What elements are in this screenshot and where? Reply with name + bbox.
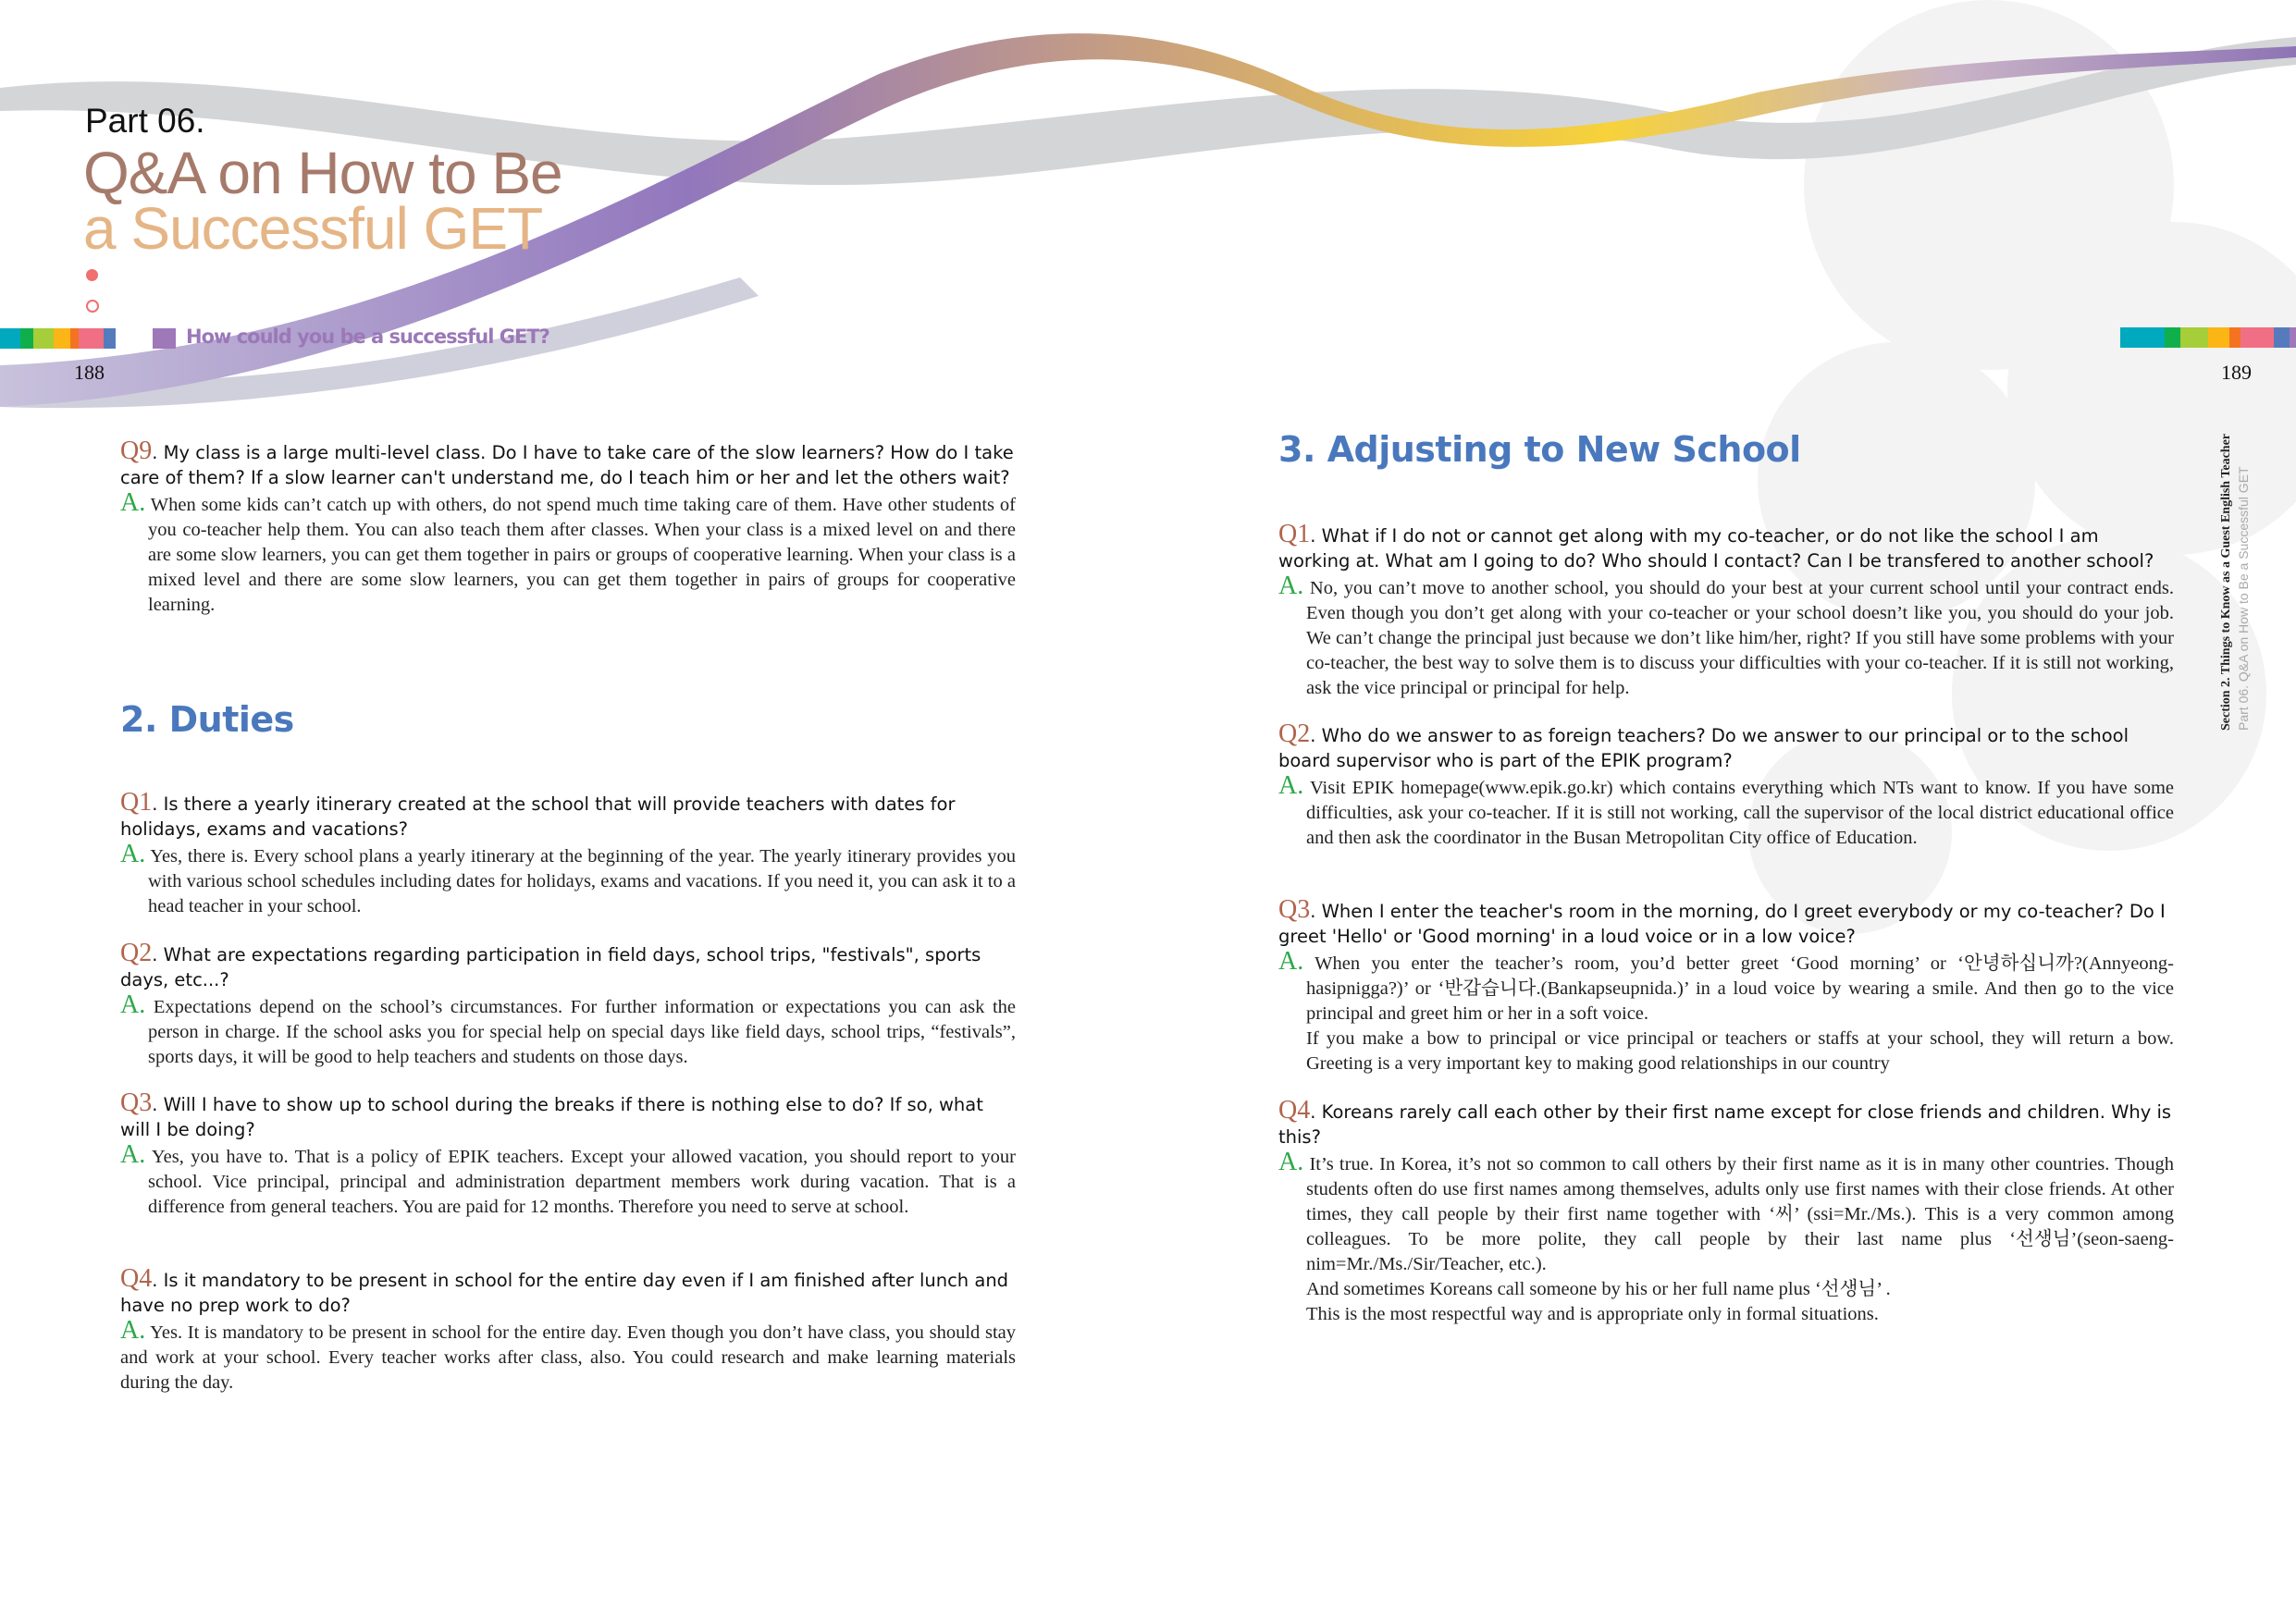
- question-text: . When I enter the teacher's room in the morning, do I greet everybody or my co-teacher? Do I greet 'Hello' or 'Good morning' in a loud voice or in a low voice?: [1278, 901, 2166, 947]
- answer-label: A.: [120, 488, 146, 517]
- qa-item: [1278, 721, 2174, 851]
- question-text: . Who do we answer to as foreign teachers? Do we answer to our principal or to the school board supervisor who is part of the EPIK program?: [1278, 725, 2129, 771]
- answer-label: A.: [120, 1140, 146, 1169]
- qa-item: [120, 1266, 1016, 1396]
- answer-label: A.: [120, 990, 146, 1019]
- question-text: . Is it mandatory to be present in school for the entire day even if I am finished after lunch and have no prep work to do?: [120, 1270, 1009, 1316]
- question-label: Q2: [120, 939, 153, 967]
- question-label: Q3: [120, 1088, 153, 1117]
- question-label: Q1: [1278, 520, 1311, 548]
- answer-text-extra: And sometimes Koreans call someone by his or her full name plus ‘선생님’ .: [1306, 1279, 1891, 1299]
- question-text: . Koreans rarely call each other by their first name except for close friends and children. Why is this?: [1278, 1101, 2172, 1148]
- color-bar-right: [2120, 327, 2296, 348]
- side-running-header: [2218, 434, 2252, 731]
- page-number-left: 188: [74, 361, 105, 384]
- qa-item: [120, 790, 1016, 919]
- section-title-duties: 2. Duties: [120, 699, 294, 740]
- question-label: Q3: [1278, 895, 1311, 924]
- section-title-adjusting: 3. Adjusting to New School: [1278, 429, 1801, 470]
- answer-text: Yes. It is mandatory to be present in school for the entire day. Even though you don’t have class, you should stay and work at your school. Every teacher works after class, also. You could research and make learning materials during the day.: [120, 1322, 1016, 1393]
- answer-text: No, you can’t move to another school, you should do your best at your current school until your contract ends. Even though you don’t get along with your co-teacher or your school doesn’t like you, you should do your job. We can’t change the principal just because we don’t like him/her, right? If you still have some problems with your co-teacher, the best way to solve them is to discuss your difficulties with your co-teacher. If it is still not working, ask the vice principal or principal for help.: [1306, 578, 2175, 698]
- answer-text: Visit EPIK homepage(www.epik.go.kr) which contains everything which NTs want to know. If you have some difficulties, ask your co-teacher. If it is still not working, call the supervisor of the local district educational office and then ask the coordinator in the Busan Metropolitan City office of Education.: [1306, 778, 2174, 848]
- answer-text: When some kids can’t catch up with others, do not spend much time taking care of them. Have other students of you co-teacher help them. You can also teach them after classes. When your class is a mixed level on and there are some slow learners, you can get them together in pairs or groups of cooperative learning. When your class is a mixed level and there are some slow learners, you can get them together in pairs of groups for cooperative learning.: [148, 495, 1016, 615]
- question-label: Q9: [120, 436, 153, 465]
- question-text: . Will I have to show up to school during the breaks if there is nothing else to do? If so, what will I be doing?: [120, 1094, 983, 1140]
- subtitle: How could you be a successful GET?: [186, 326, 549, 348]
- answer-label: A.: [120, 1316, 146, 1345]
- qa-item: [120, 941, 1016, 1070]
- side-part-label: Part 06. Q&A on How to Be a Successful GET: [2236, 466, 2251, 731]
- qa-item-q9: [120, 438, 1016, 618]
- part-number: Part 06.: [85, 102, 205, 140]
- answer-label: A.: [1278, 947, 1304, 976]
- title-line-1: Q&A on How to Be: [83, 140, 562, 206]
- answer-label: A.: [1278, 1148, 1304, 1176]
- color-bar-left-purple: [0, 328, 176, 349]
- question-text: . What are expectations regarding participation in field days, school trips, "festivals", sports days, etc...?: [120, 944, 981, 990]
- title-line-2: a Successful GET: [83, 195, 543, 262]
- answer-text-extra: If you make a bow to principal or vice principal or teachers or staffs at your school, they will return a bow. Greeting is a very important key to making good relationships in our country: [1306, 1028, 2174, 1074]
- qa-item: [1278, 897, 2174, 1076]
- question-label: Q4: [1278, 1096, 1311, 1125]
- answer-label: A.: [1278, 572, 1304, 600]
- answer-text-extra: This is the most respectful way and is appropriate only in formal situations.: [1306, 1304, 1879, 1324]
- question-label: Q4: [120, 1264, 153, 1293]
- qa-item: [120, 1090, 1016, 1220]
- answer-text: Expectations depend on the school’s circumstances. For further information or expectations you can ask the person in charge. If the school asks you for special help on special days like field days, school trips, “festivals”, sports days, it will be good to help teachers and students on those days.: [148, 997, 1017, 1067]
- hollow-dot-icon: [86, 300, 99, 313]
- qa-item: [1278, 1098, 2174, 1327]
- answer-label: A.: [1278, 771, 1304, 800]
- filled-dot-icon: [86, 269, 98, 281]
- question-text: . My class is a large multi-level class. Do I have to take care of the slow learners? How do I take care of them? If a slow learner can't understand me, do I teach him or her and let the others wait?: [120, 442, 1014, 488]
- side-section-label: Section 2. Things to Know as a Guest English Teacher: [2219, 433, 2233, 731]
- answer-text: It’s true. In Korea, it’s not so common to call others by their first name as it is in many other countries. Though students often do use first names among themselves, adults only use first names with their close friends. At other times, they call people by their first name together with ‘씨’ (ssi=Mr./Ms.). This is a very common among colleagues. To be more polite, they call people by their last name plus ‘선생님’(seon-saeng-nim=Mr./Ms./Sir/Teacher, etc.).: [1306, 1154, 2174, 1274]
- question-label: Q1: [120, 788, 153, 817]
- answer-text: Yes, you have to. That is a policy of EPIK teachers. Except your allowed vacation, you should report to your school. Vice principal, principal and administration department members work during vacation. That is a difference from general teachers. You are paid for 12 months. Therefore you need to serve at school.: [148, 1147, 1016, 1217]
- qa-item: [1278, 522, 2174, 701]
- question-text: . Is there a yearly itinerary created at the school that will provide teachers with dates for holidays, exams and vacations?: [120, 793, 956, 840]
- page-number-right: 189: [2221, 361, 2252, 384]
- question-label: Q2: [1278, 719, 1311, 748]
- question-text: . What if I do not or cannot get along with my co-teacher, or do not like the school I am working at. What am I going to do? Who should I contact? Can I be transfered to another school?: [1278, 525, 2154, 572]
- answer-label: A.: [120, 840, 146, 868]
- answer-text: Yes, there is. Every school plans a yearly itinerary at the beginning of the year. The yearly itinerary provides you with various school schedules including dates for holidays, exams and vacations. If you need it, you can ask it to a head teacher in your school.: [148, 846, 1016, 916]
- answer-text: When you enter the teacher’s room, you’d better greet ‘Good morning’ or ‘안녕하십니까?(Annyeong-hasipnigga?)’ or ‘반갑습니다.(Bankapseupnida.)’ in a loud voice by wearing a smile. And then go to the vice principal and greet him or her in a soft voice.: [1306, 953, 2174, 1024]
